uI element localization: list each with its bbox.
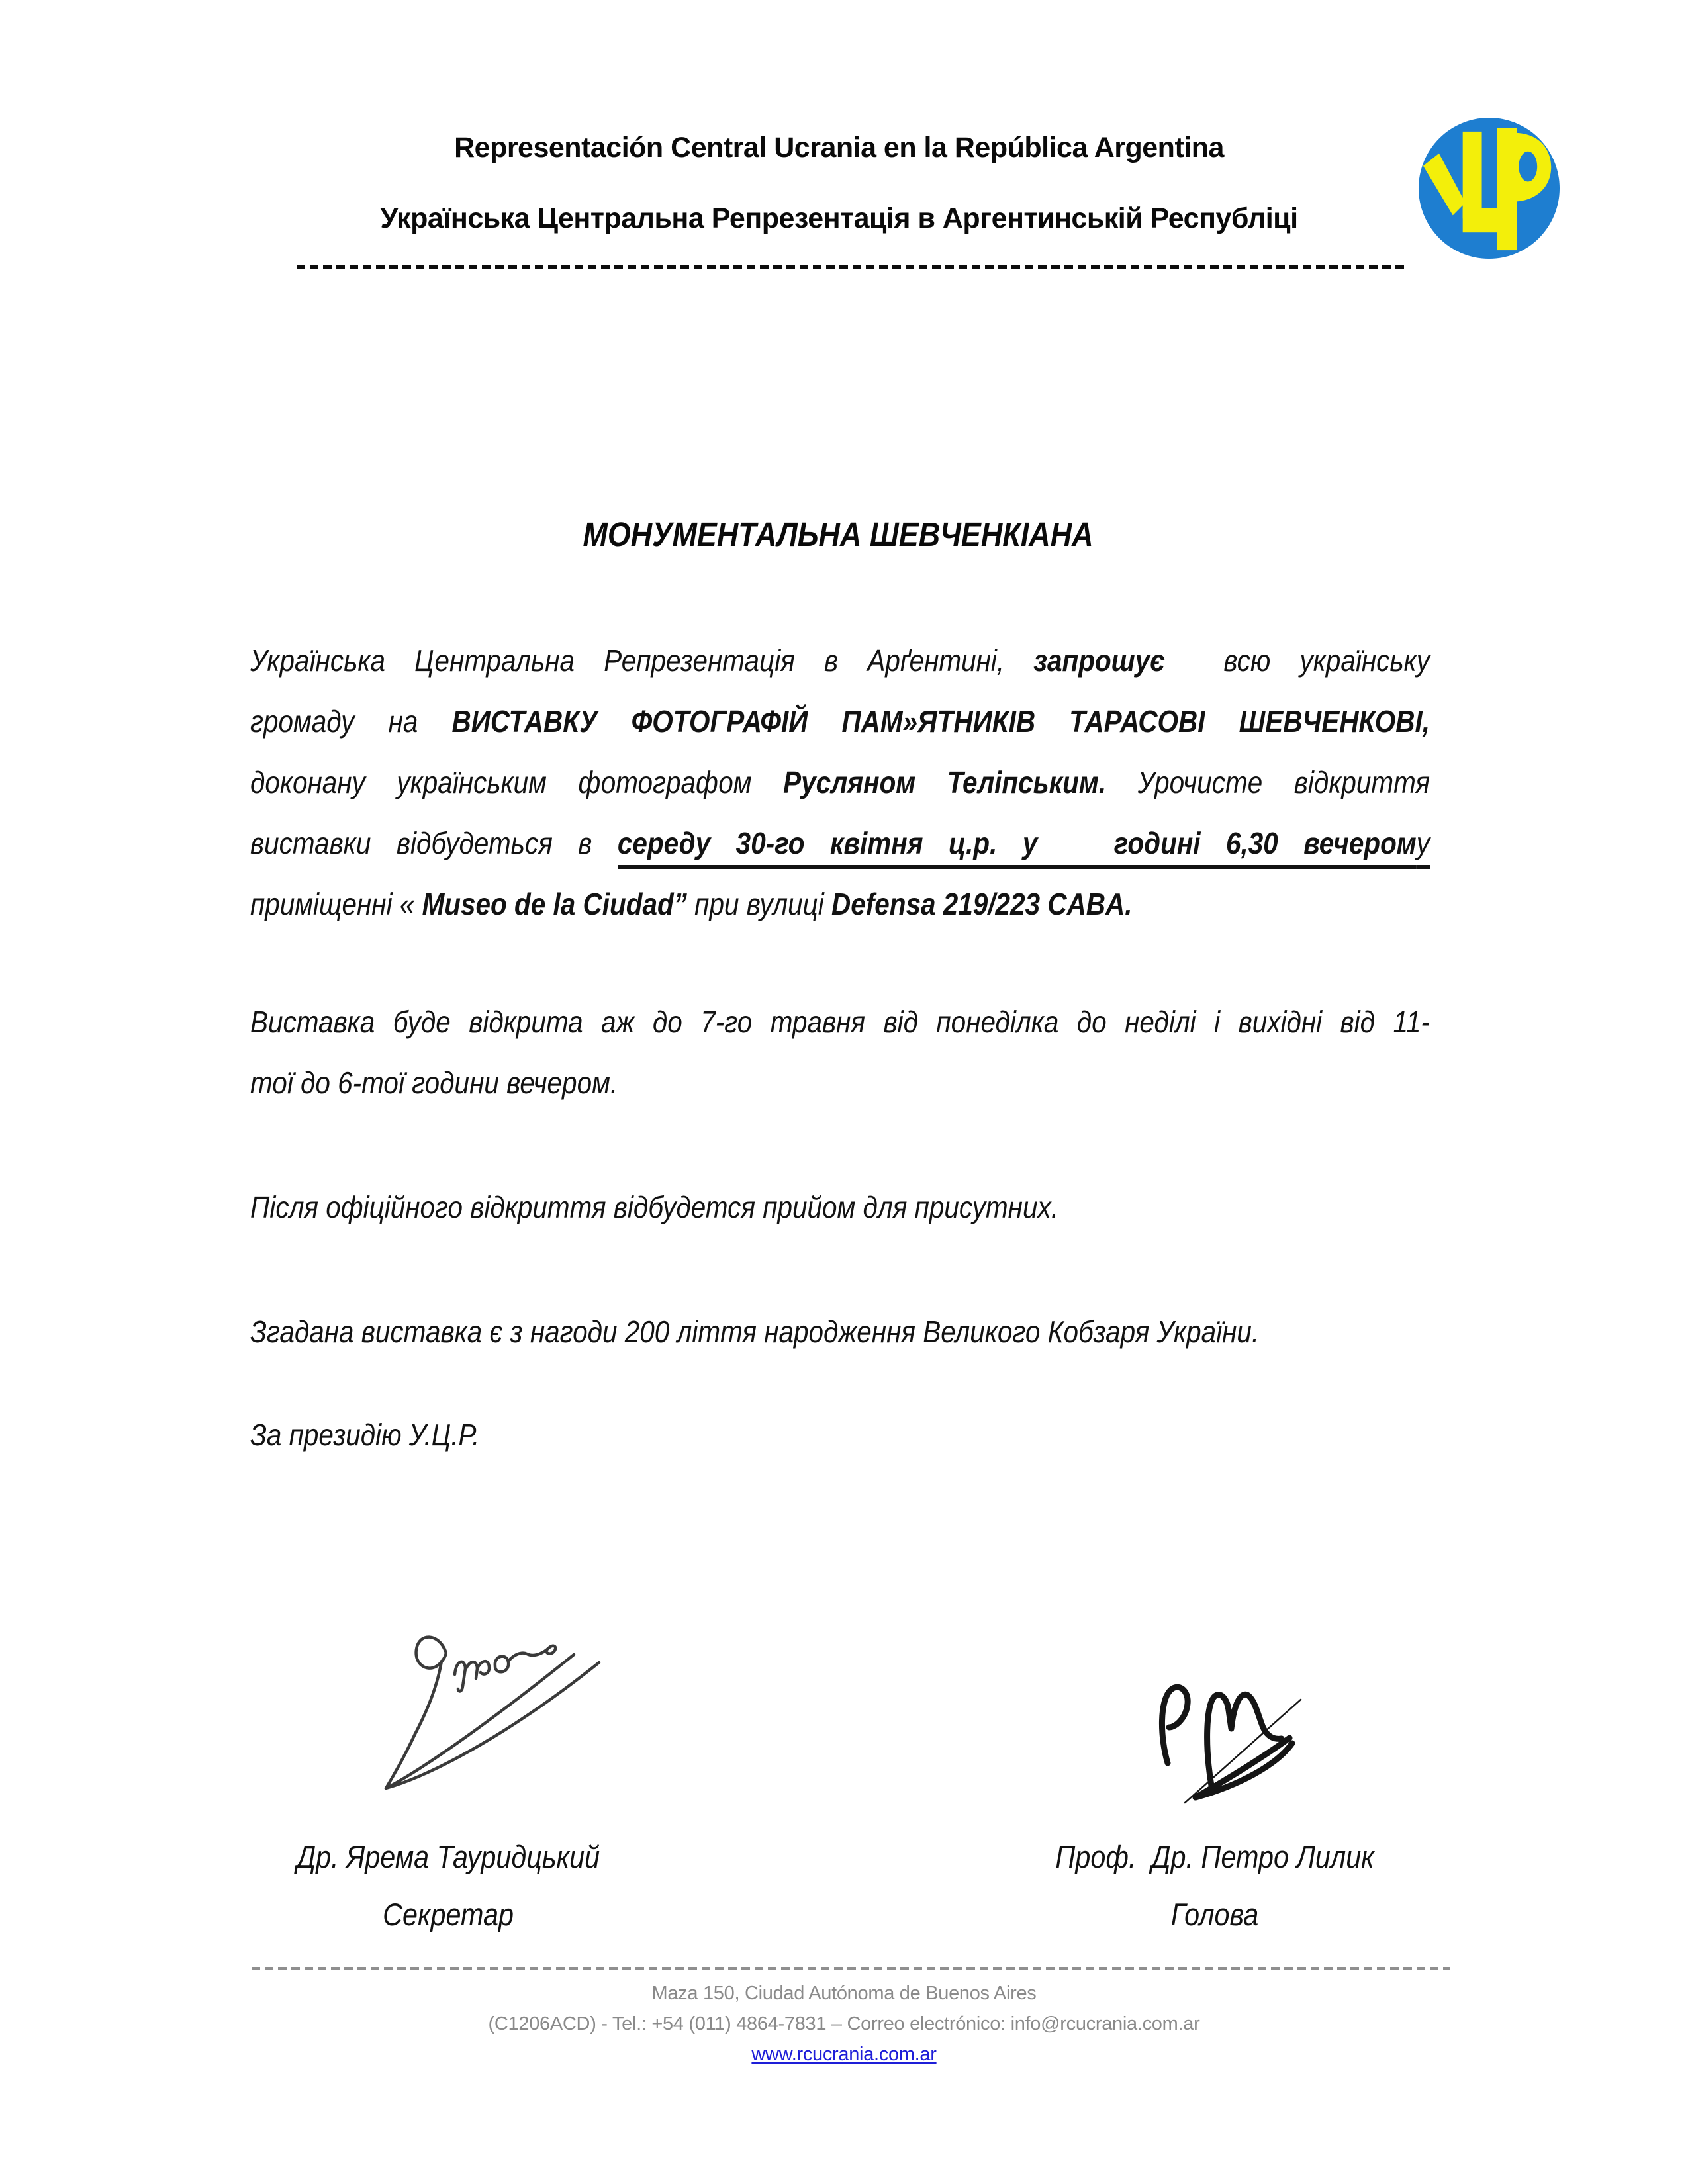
text-segment: Museo de la Ciudad”: [422, 887, 687, 921]
text-segment: доконану українським фотографом: [250, 765, 784, 799]
text-line: [250, 1177, 1430, 1238]
text-line: [250, 691, 1430, 752]
text-segment: За президію У.Ц.Р.: [250, 1418, 480, 1452]
text-segment: Defensa 219/223 CABA.: [831, 887, 1133, 921]
text-segment: Русляном Теліпським.: [783, 765, 1107, 799]
text-line: [250, 1052, 1430, 1113]
text-segment: всю українську: [1164, 643, 1430, 678]
signature-left-handwriting: [381, 1621, 606, 1794]
signatory-right-name: Проф. Др. Петро Лилик: [1055, 1839, 1374, 1874]
text-line: [250, 1404, 1430, 1465]
text-segment: запрошує: [1033, 643, 1165, 678]
text-segment: громаду на: [250, 704, 452, 739]
text-line: [250, 1301, 1430, 1362]
footer-address: Maza 150, Ciudad Autónoma de Buenos Aires: [651, 1983, 1037, 2004]
header-divider: [297, 265, 1406, 269]
text-line: [250, 874, 1430, 934]
paragraph-invitation: [250, 630, 1430, 934]
footer-contact: (C1206ACD) - Tel.: +54 (011) 4864-7831 – Correo electrónico: info@rcucrania.com.ar: [488, 2013, 1200, 2034]
text-line: [250, 752, 1430, 813]
text-segment: при вулиці: [686, 887, 832, 921]
paragraph-reception: [250, 1177, 1430, 1238]
text-segment: Згадана виставка є з нагоди 200 ліття народження Великого Кобзаря України.: [250, 1314, 1260, 1349]
text-segment: Після офіційного відкриття відбудется прийом для присутних.: [250, 1190, 1058, 1224]
text-line: [250, 813, 1430, 874]
header-title-spanish: Representación Central Ucrania en la República Argentina: [454, 132, 1224, 163]
text-segment: Виставка буде відкрита аж до 7-го травня від понеділка до неділі і вихідні від 11-: [250, 1005, 1430, 1039]
signature-right-handwriting: [1137, 1665, 1306, 1805]
footer-website: [0, 2041, 1688, 2068]
footer-website-link[interactable]: www.rcucrania.com.ar: [751, 2044, 937, 2065]
ucr-logo-svg: [1417, 116, 1562, 261]
letter-body: [250, 630, 1430, 1465]
document-title: МОНУМЕНТАЛЬНА ШЕВЧЕНКІАНА: [583, 516, 1094, 553]
text-segment: у: [1417, 826, 1430, 869]
text-segment: тої до 6-тої години вечером.: [250, 1066, 618, 1100]
signatory-left-name: Др. Ярема Тауридцький: [296, 1839, 600, 1874]
signatory-right-block: [1016, 1828, 1413, 1943]
paragraph-anniversary: [250, 1301, 1430, 1362]
text-segment: ВИСТАВКУ ФОТОГРАФІЙ ПАМ»ЯТНИКІВ ТАРАСОВІ ШЕВЧЕНКОВІ,: [451, 704, 1430, 739]
text-segment: Українська Центральна Репрезентація в Арґентині,: [250, 643, 1034, 678]
text-segment: середу 30-го квітня ц.р. у годині 6,30 вечером: [618, 826, 1417, 869]
text-segment: виставки відбудеться в: [250, 826, 618, 860]
ucr-monogram-logo-icon: [1417, 116, 1562, 261]
signatory-left-role: Секретар: [383, 1897, 514, 1932]
signatory-right-role: Голова: [1170, 1897, 1259, 1932]
header-title-ukrainian: Українська Центральна Репрезентація в Аргентинській Республіці: [380, 203, 1298, 234]
text-segment: Урочисте відкриття: [1106, 765, 1430, 799]
paragraph-opening-hours: [250, 991, 1430, 1113]
text-line: [250, 630, 1430, 691]
text-line: [250, 991, 1430, 1052]
footer-divider: [252, 1967, 1450, 1970]
text-segment: приміщенні «: [250, 887, 422, 921]
signatory-left-block: [250, 1828, 647, 1943]
paragraph-presidium: [250, 1404, 1430, 1465]
